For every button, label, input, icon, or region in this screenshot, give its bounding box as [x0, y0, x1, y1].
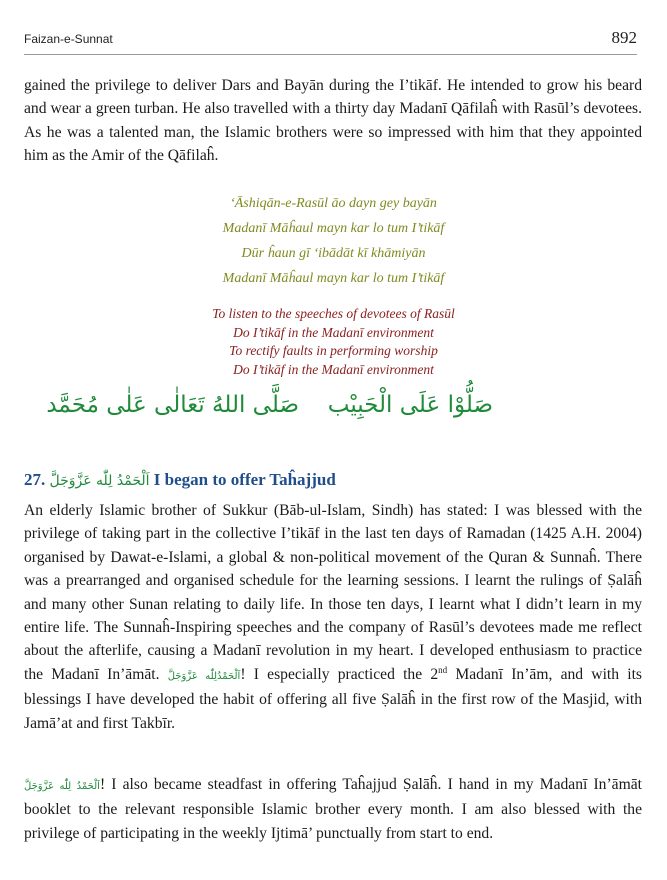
section-heading: [24, 470, 336, 490]
intro-paragraph: gained the privilege to deliver Dars and Bayān during the I’tikāf. He intended to grow his beard and wear a green turban. He also travelled with a thirty day Madanī Qāfilaĥ with Rasūl’s devotees. As he was a talented man, the Islamic brothers were so impressed with him that they appointed him as the Amir of the Qāfilaĥ.: [24, 77, 642, 165]
book-title: Faizan-e-Sunnat: [24, 32, 113, 46]
translation-line: Do I’tikāf in the Madanī environment: [233, 361, 434, 377]
section-title: I began to offer Taĥajjud: [153, 470, 336, 489]
poem-line: Dūr ĥaun gī ‘ibādāt kī khāmiyān: [241, 246, 426, 261]
story-text-part2: ! I especially practiced the 2: [240, 665, 439, 683]
alhamdulillah-inline: اَلْحَمْدُلِلّٰه عَزَّوَجَلَّ: [167, 670, 241, 682]
page-header: [24, 28, 637, 55]
ordinal-suffix: nd: [438, 664, 448, 675]
poem-line: Madanī Māĥaul mayn kar lo tum I’tikāf: [222, 271, 445, 286]
salawat-response: صَلَّى اللهُ تَعَالٰى عَلٰى مُحَمَّد: [46, 392, 299, 418]
closing-paragraph: [24, 773, 642, 845]
poem-line: ‘Āshiqān-e-Rasūl āo dayn gey bayān: [230, 196, 437, 211]
page-number: 892: [611, 28, 637, 47]
salawat-calligraphy: [0, 392, 667, 432]
translation-line: To listen to the speeches of devotees of Rasūl: [212, 306, 455, 321]
poem-verse: [0, 191, 667, 291]
poem-translation: [0, 305, 667, 379]
translation-line: To rectify faults in performing worship: [229, 343, 438, 358]
poem-line: Madanī Māĥaul mayn kar lo tum I’tikāf: [222, 221, 445, 236]
salawat-call: صَلُّوْا عَلَى الْحَبِيْب: [327, 392, 493, 418]
alhamdulillah-inline: اَلْحَمْدُ لِلّٰه عَزَّوَجَلَّ: [24, 781, 100, 792]
story-paragraph: [24, 499, 642, 735]
section-number: 27.: [24, 470, 46, 489]
closing-text: ! I also became steadfast in offering Taĥajjud Ṣalāĥ. I hand in my Madanī In’āmāt booklet to the relevant responsible Islamic brother every month. I am also blessed with the privilege of participating in the weekly Ijtimā’ punctually from start to end.: [24, 776, 642, 842]
story-text-part1: An elderly Islamic brother of Sukkur (Bāb-ul-Islam, Sindh) has stated: I was blessed with the privilege of taking part in the collective I’tikāf in the last ten days of Ramadan (1425 A.H. 2004) organised by Dawat-e-Islami, a global & non-political movement of the Quran & Sunnaĥ. There was a prearranged and organised schedule for the learning sessions. I learnt the rulings of Ṣalāĥ and many other Sunan relating to daily life. In those ten days, I learnt what I didn’t learn in my entire life. The Sunnaĥ-Inspiring speeches and the company of Rasūl’s devotees made me reflect about the afterlife, causing a Madanī revolution in my heart. I developed enthusiasm to practice the Madanī In’āmāt.: [24, 502, 642, 683]
story-text-part3: Madanī In’ām, and with its blessings I have developed the habit of offering all five Ṣalāĥ in the first row of the Masjid, with Jamā’at and first Takbīr.: [24, 665, 642, 732]
translation-line: Do I’tikāf in the Madanī environment: [233, 324, 434, 340]
alhamdulillah-phrase: اَلْحَمْدُ لِلّٰه عَزَّوَجَلَّ: [49, 473, 150, 489]
